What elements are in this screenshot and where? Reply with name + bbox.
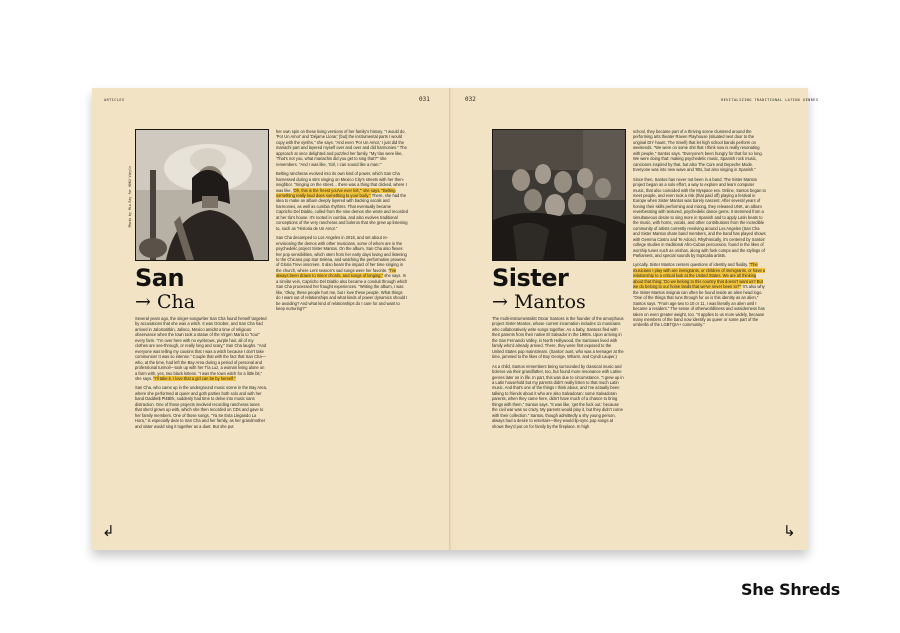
section-header: ARTICLES [104, 98, 125, 102]
page-number: 031 [419, 96, 430, 103]
paragraph: The multi-instrumentalist Oscar Santoss is the founder of the amorphous project Sister Mantos, whose current incarnation includes 11 musicians who collaboratively write songs together. As a baby, Santoss fled with their parents from their native El Salvador in the 1980s. Upon arriving in the San Fernando Valley, in North Hollywood, the Santoses lived with family who'd already arrived. There, they were first exposed to the United States pop mainstream. (Santos' aunt, who was a teenager at the time, jammed to the likes of Boy George, Wham!, and Cyndi Lauper.) [492, 316, 624, 360]
paragraph: her own spin on these living versions of her family's history. "I would do, 'Por Un Amor' and 'Déjame Llorar,' [but] the instrumental parts I would copy with the synths," she says. "And even 'Por Un Amor,' I just did the mariachi part and layered myself over and over and did harmonies." The approach at once delighted and puzzled her family. "My tías were like, 'That's not you, what mariachis did you get to sing that?'" she remembers. "And I was like, 'Girl, I can sound like a man.'" [276, 129, 407, 167]
highlighted-quote: "I'll take it. I love that a girl can be by herself." [153, 375, 236, 381]
paragraph: Lyrically, Sister Mantos centers questions of identity and fluidity. "The musicians I play with are immigrants, or children of immigrants, or have a relationship to a critical look at the United States. We are all thinking about that thing: 'Do we belong to this country that doesn't want us? But we do belong to our home lands that we've never been to?'" It's also why the Sister Mantos insignia can often be found inside an alien head logo. "One of the things that runs through for us is this identity as an alien," Santos says. "From age two to 10 or 11, I was literally an alien until I became a resident." The sense of otherworldliness and outsiderness has taken on even greater weight, too. "It applies to us more widely, because many members of the band now identify as queer or some part of the umbrella of the LGBTQIA+ community." [633, 262, 766, 328]
article-title: Sister [492, 264, 569, 292]
continue-arrow-icon: ↳ [783, 522, 796, 540]
highlighted-quote: "I've always been drawn to minor chords, and songs of longing," [276, 267, 397, 279]
sister-mantos-photo [492, 129, 626, 261]
article-subtitle: → Cha [135, 291, 196, 313]
paragraph: Belting rancheras evolved into its own kind of power, which San Cha harnessed during a stint singing on Mexico City's streets with her then-neighbor. "Singing on the street… there was a thing that clicked, where I was like, 'Oh, this is the freest you've ever felt,'" she says. "Belting something really loud does something to your body." There, she had the idea to make an album deeply layered with backing vocals and harmonies, as well as cumbia rhythms. That eventually became Capricho Del Diablo, culled from the nine demos she wrote and recorded at her tía's house. It's rooted in cumbia, and also evolves traditional conceptions of the very rancheras and boleros that she grew up listening to, such as "Historia de Un Amor." [276, 171, 408, 231]
san-cha-photo [135, 129, 269, 261]
return-arrow-icon: ↲ [102, 522, 115, 540]
paragraph: San Cha decamped to Los Angeles in 2015, and set about re-envisioning the demos with other musicians, some of whom are in the psychedelic project Sister Mantos. On the album, San Cha also flexes her pop sensibilities, which stem from her early days loving and listening to the Chicana pop star Selena, and watching the performative prowess of Gloria Trevi onscreen. It also bears the impact of her time singing in the church, where Lent season's sad songs were her favorite. "I've always been drawn to minor chords, and songs of longing," she says. In a similar vein, Capricho Del Diablo also became a conduit through which San Cha processed her fraught experiences. "Writing the album, I was like, 'Okay, these people hurt me, but I love these people. What things do I want out of relationships and what kinds of power dynamics should I be avoiding? And what kind of relationships do I care for and want to keep nurturing?'" [276, 235, 408, 312]
san-cha-portrait-image [136, 130, 268, 260]
article-subtitle: → Mantos [492, 291, 586, 313]
sister-mantos-band-image [493, 130, 625, 260]
left-page [92, 88, 449, 550]
paragraph: Since then, Santos has never not been in a band. The Sister Mantos project began as a solo effort, a way to explore and learn computer music, that also coincided with the Myspace era. Online, Santos began to meet people, and even took a risk (that paid off) playing a festival in Europe when Sister Mantos was barely nascent. After several years of honing their skills performing and mixing, they released UNK, an album reverberating with textured, psychedelic dance gems. It stemmed from a simultaneous desire to sing more in Spanish and to apply Latin beats to the music, with horns, vocals, and other contributions from the incredible community of artists currently revolving around Los Angeles (San Cha and Sister Mantos share band members, and the band has played shows with Gemma Castro and Te Adoro). Rhythmically, it's centered by Santos' college studies in traditional Afro-Cuban percussion, found in the likes of worship tunes such as orishas, along with funk comps and the stylings of Parliament, and special sounds by tropicalia artists. [633, 176, 766, 258]
left-page-column-1 [135, 316, 267, 538]
highlighted-quote: "The musicians I play with are immigrants, or children of immigrants, or have a relationship to a critical look at the United States. We are all thinking about that thing: 'Do we belong to this country that doesn't want us? But we do belong to our home lands that we've never been to?'" [633, 262, 766, 290]
section-header: REVITALIZING TRADITIONAL LATINX GENRES [721, 98, 819, 102]
right-page-column-2 [633, 129, 766, 501]
paragraph: Several years ago, the singer-songwriter San Cha found herself targeted by accusations that she was a witch. It was October, and San Cha had arrived in Jalostotitlán, Jalisco, Mexico amidst a time of religious observance when the town took a statue of the Virgen María to "tour" every farm. "I'm over here with no eyebrows, purple hair, all of my clothes are see-through, or really long and scary," San Cha laughs. "And everyone was telling my cousins that I was a witch because I don't take communion! It was so intense." Couple that with the fact that San Cha—who, at the time, had left the Bay Area during a period of personal and professional turmoil—took up with her Tía Luz, a woman living alone on a farm with, yes, two black kittens. "I was the town witch for a little bit," she says. "I'll take it. I love that a girl can be by herself." [135, 316, 267, 381]
page-number: 032 [465, 96, 476, 103]
right-page [451, 88, 819, 550]
magazine-spread [92, 88, 819, 550]
paragraph: As a child, Santos remembers being surrounded by classical music and boleros via their grandfather, too, but found more resonance with Latine genres later on in life. In part, this was due to circumstance. "I grew up in a Latin household but my parents didn't really listen to that much Latin music. And that's one of the things I think about, and I've actually been talking to friends about it who are also Salvadoran: some Salvadoran parents, when they came here, didn't have much of a chance to bring things with them," Santos says. "It was like, 'get the fuck out,' because the civil war was so crazy. My parents would play it, but they didn't come with their collection." Santos, though admittedly a shy young person, always had a desire to entertain—they would lip-sync pop songs at shows they'd put on for family by the fireplace. In high [492, 363, 624, 429]
she-shreds-logo: She Shreds [741, 580, 840, 599]
photo-credit: Photo by Mia Ray for HOKU Vinyls [128, 166, 132, 228]
highlighted-quote: 'Oh, this is the freest you've ever felt,'" she says. "Belting something really loud does something to your body." [276, 187, 396, 198]
paragraph: school, they became part of a thriving scene clustered around the performing arts theater Raven Playhouse (situated next door to the original DIY haunt, The Smell) that let high school bands perform on weekends. "We were on some shit that I think now is really resonating with people," Santos says. "Everyone's been hungry for that for so long. We were doing that: making psychedelic music, Spanish rock music, canciones inspired by that, but also The Cure and Depeche Mode. Everyone was into new wave and '80s, but also singing in Spanish." [633, 129, 763, 173]
paragraph: San Cha, who came up in the underground music scene in the Bay Area, where she performed at queer and goth parties both solo and with her band Daddie$ Pl4Bl!k, suddenly had time to delve into music sans distraction. One of those projects involved recording rancheras tunes that she'd grown up with, which she then recorded on CDs and gave to her family members. One of those songs, "Ya Se Esta Llegando La Hora," is especially dear to San Cha and her family, as her grandmother and sister would sing it together as a duet. But she put [135, 385, 267, 429]
article-title: San [135, 264, 185, 292]
right-page-column-1 [492, 316, 624, 538]
left-page-column-2 [276, 129, 408, 449]
